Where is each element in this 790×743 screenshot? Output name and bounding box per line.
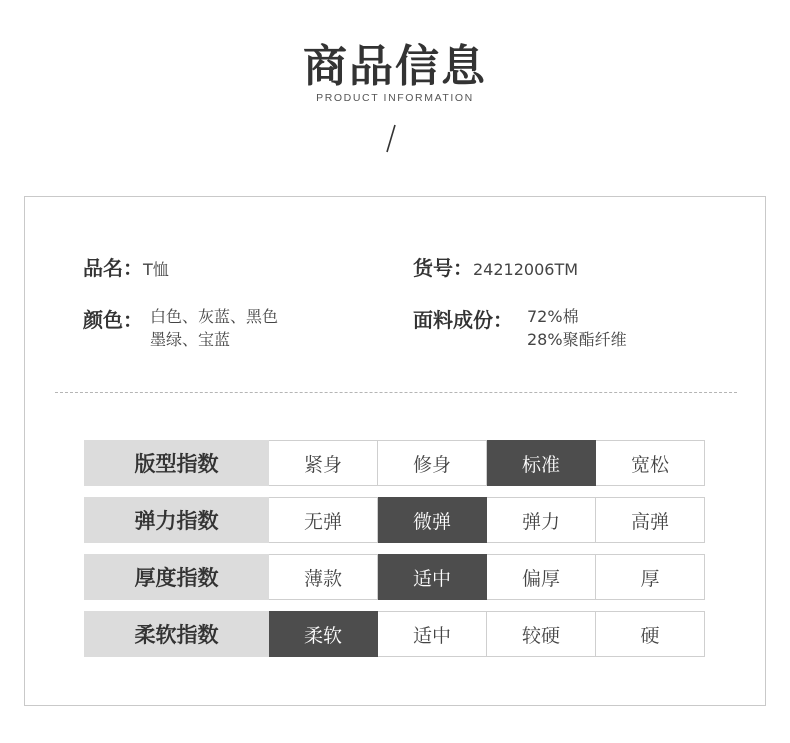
- scale-option-selected: 标准: [487, 441, 596, 486]
- scale-option: 厚: [596, 555, 705, 600]
- scale-option-selected: 微弹: [378, 498, 487, 543]
- slash-divider-icon: [381, 122, 401, 156]
- scale-option: 无弹: [269, 498, 378, 543]
- sku-label: 货号：: [413, 256, 473, 280]
- scale-option: 紧身: [269, 441, 378, 486]
- color-value-line-1: 白色、灰蓝、黑色: [150, 307, 279, 326]
- scale-row-softness: [85, 612, 705, 657]
- scale-option: 修身: [378, 441, 487, 486]
- scale-name: 版型指数: [85, 441, 269, 486]
- dashed-divider: [55, 392, 737, 393]
- page-subtitle: PRODUCT INFORMATION: [316, 92, 474, 104]
- fabric-label: 面料成份：: [413, 308, 513, 332]
- scale-option-selected: 柔软: [269, 612, 378, 657]
- scale-option: 偏厚: [487, 555, 596, 600]
- name-label: 品名：: [83, 256, 143, 280]
- scale-name: 厚度指数: [85, 555, 269, 600]
- scale-option: 适中: [378, 612, 487, 657]
- scale-option: 薄款: [269, 555, 378, 600]
- scale-option-selected: 适中: [378, 555, 487, 600]
- scale-option: 较硬: [487, 612, 596, 657]
- scale-option: 弹力: [487, 498, 596, 543]
- color-value-line-2: 墨绿、宝蓝: [150, 330, 231, 349]
- scale-option: 高弹: [596, 498, 705, 543]
- info-color: [83, 304, 143, 333]
- page-title: 商品信息: [303, 41, 487, 92]
- fabric-value-line-2: 28%聚酯纤维: [527, 330, 627, 349]
- index-scale-table: [84, 440, 705, 657]
- fabric-value-line-1: 72%棉: [527, 307, 579, 326]
- scale-row-elasticity: [85, 498, 705, 543]
- scale-row-fit: [85, 441, 705, 486]
- sku-value: 24212006TM: [473, 260, 579, 279]
- scale-name: 弹力指数: [85, 498, 269, 543]
- scale-option: 宽松: [596, 441, 705, 486]
- color-label: 颜色：: [83, 308, 143, 332]
- scale-name: 柔软指数: [85, 612, 269, 657]
- info-name: [83, 252, 169, 281]
- scale-row-thickness: [85, 555, 705, 600]
- info-sku: [413, 252, 578, 281]
- info-fabric: [413, 304, 513, 333]
- scale-option: 硬: [596, 612, 705, 657]
- name-value: T恤: [143, 260, 169, 279]
